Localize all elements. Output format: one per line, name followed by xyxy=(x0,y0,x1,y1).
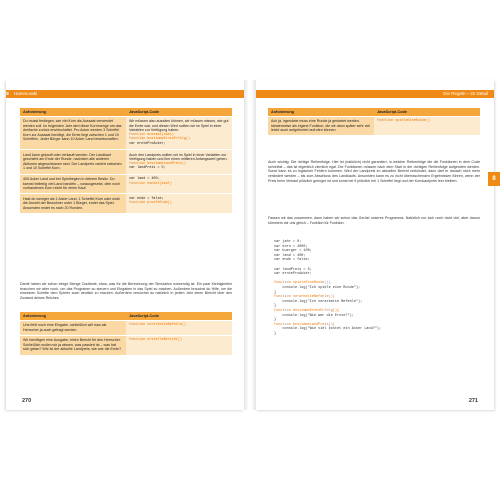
column-header: Anforderung xyxy=(20,108,126,116)
code-cell xyxy=(126,320,232,335)
body-paragraph-1: Auch wichtig: Die richtige Reihenfolge. Hier ist (natürlich) nicht garantiert, in welcher Reihenfolge die die Funktionen in dem Code schreibst – das ist eigentlich ziemlich egal. Die Funktionen müssen nach dem Start in der richtigen Reihenfolge aufgerufen werden. Sonst kann es zu logischen Fehlern kommen. Wird der Landpreis im aktuellen Bericht verkündet, dann darf er danach nicht mehr verändert werden – bis zum Abschluss des Landkaufs. Ansonsten kann es zu nicht überraschenden Ergebnissen führen, wenn der Preis beim Verkauf plötzlich geringer ist und sonst bei 9 plötzlich bei 1 Scheffel liegt und der Kornkaufpreis leer bleiben. xyxy=(268,160,480,183)
code-line: function aussaat(saat) xyxy=(129,132,174,137)
code-description: Auch den Landpreis sollten wir im Spiel in einer Variablen zur Verfügung haben und ihm einen mittleren Anfangswert geben. xyxy=(129,152,228,162)
code-line: function spieleEineRunde() xyxy=(377,119,430,124)
requirement-cell: Uns fehlt noch eine Eingabe, schließlich will man als Herrscher ja auch gefragt werden. xyxy=(20,320,126,335)
code-line: var ernteProAcker; xyxy=(274,272,312,277)
code-line: function spieleEineRunde(){ xyxy=(274,281,331,286)
requirement-cell: Hast du weniger als 1 Acker Land, 1 Scheffel Korn oder sinkt die Anzahl der Bewohner unter 1 Bürger, endet das Spiel. Ansonsten endet es nach 20 Runden. xyxy=(20,194,126,213)
column-header: Anforderung xyxy=(20,312,126,320)
code-line: function bestimmeLandPreis(){ xyxy=(274,322,335,327)
right-header-title: Die Regeln – im Detail xyxy=(443,91,488,96)
code-line: function verarbeiteBefehle() xyxy=(129,323,186,328)
requirement-cell: Ach ja, irgendwie muss eine Runde ja gestartet werden. Idealerweise als eigene Funktion, die wir dann später sehr viel leicht auch aufgefordert aufrufen können. xyxy=(268,116,374,135)
table-row xyxy=(20,194,232,213)
code-line: var ernteProAcker; xyxy=(129,142,166,147)
code-line: var korn = 4000; xyxy=(274,244,308,249)
left-page-number: 270 xyxy=(22,398,32,404)
code-line: var ende = false; xyxy=(129,196,164,201)
left-page xyxy=(6,80,244,410)
code-cell xyxy=(126,194,232,213)
table-row xyxy=(20,116,232,150)
table-row xyxy=(20,320,232,335)
code-description: Wir müssen also aussäen können, wir müssen wissen, wie gut die Ernte war, und diesen Wert sollten wir im Spiel in einer Variablen zur Verfügung haben. xyxy=(129,119,229,133)
requirement-cell: Wir benötigen eine Ausgabe, einen Bericht für den Herrscher. Schließlich wollen wir ja wissen, was passiert ist – was hat sich getan? Wie ist der aktuelle Landpreis, wie war die Ernte? xyxy=(20,335,126,354)
code-line: function pruefeEnde() xyxy=(129,201,172,206)
table-header-row xyxy=(20,312,232,320)
right-page-number: 271 xyxy=(468,398,478,404)
code-line: console.log("Wie war die Ernte?"); xyxy=(274,313,354,318)
left-header-title: Hammurabi xyxy=(14,91,38,96)
code-line: function verarbeiteBefehle(){ xyxy=(274,295,335,300)
code-line: } xyxy=(274,318,277,323)
code-line: } xyxy=(274,290,277,295)
table-row xyxy=(20,335,232,354)
requirements-table-1 xyxy=(20,108,232,213)
code-line: var buerger = 100; xyxy=(274,249,312,254)
code-line: function bestimmeErnteErfolg() xyxy=(129,137,191,142)
right-header-bar xyxy=(256,90,494,98)
code-line: var landPreis = 5; xyxy=(274,267,312,272)
table-row xyxy=(268,116,480,135)
table-row xyxy=(20,174,232,194)
code-line: var landPreis = 5; xyxy=(129,166,166,171)
requirements-table-2 xyxy=(20,312,232,355)
body-paragraph: Damit haben wir schon einige Menge Zustände, etwa, was für die Berechnung der Simulation notwendig ist. Ein paar Kleinigkeiten brauchen wir aber noch, um das Programm zu steuern und Eingaben in das Spiel zu machen. Außerdem brauchst du Hilfe, um die einzelnen Schritte dem Spieler auch deutlich zu machen. Außerdem versuchst du natürlich in jedem Jahr einen Bericht über den Zustand deines Reiches. xyxy=(20,282,232,301)
column-header: JavaScript-Code xyxy=(126,312,232,320)
requirement-cell: 400 Acker Land und bei Spielbeginn in deinem Besitz. Du kannst beliebig viel Land handeln – vorausgesetzt, dein noch vorhandenes Korn reicht für einen Kauf. xyxy=(20,174,126,194)
left-header-bar xyxy=(6,90,244,98)
right-page xyxy=(256,80,494,410)
column-header: JavaScript-Code xyxy=(126,108,232,116)
code-line: var jahr = 0; xyxy=(274,240,302,244)
code-line: var land = 400; xyxy=(274,253,306,258)
code-line: console.log("Ich verarbeite Befehle"); xyxy=(274,299,363,304)
code-line: var land = 400; xyxy=(129,177,160,182)
code-listing xyxy=(274,240,474,336)
requirement-cell: Du musst festlegen, wie viel Korn als Aussaat verwendet werden soll. Im folgenden Jahr wird diese Kornmenge um das dreifache zurück erwirtschaftet. Pro Acker werden 3 Scheffel Korn zur Aussaat benötigt, die Ernte liegt zwischen 1 und 10 Scheffeln. Jeder Bürger kann 10 Acker Land bewirtschaften. xyxy=(20,116,126,150)
code-line: console.log("Ich spiele eine Runde"); xyxy=(274,285,361,290)
code-cell xyxy=(126,116,232,150)
book-spread xyxy=(0,80,500,410)
code-cell xyxy=(126,335,232,354)
table-header-row xyxy=(20,108,232,116)
code-cell xyxy=(126,174,232,194)
chapter-side-tab: 8 xyxy=(488,172,500,186)
table-row xyxy=(20,150,232,174)
body-paragraph-2: Fassen wir das zusammen, dann haben wir schon das Gerüst unseres Programms. Natürlich nur sich noch nicht viel, aber darum kümmern wir uns gleich – Funktion für Funktion. xyxy=(268,216,480,225)
requirements-table-3 xyxy=(268,108,480,135)
code-cell xyxy=(126,150,232,174)
code-line: function erstelleBericht() xyxy=(129,338,182,343)
code-line: } xyxy=(274,331,277,336)
left-chapter-number: 8 xyxy=(6,91,9,96)
book-gutter xyxy=(244,80,256,410)
requirement-cell: Land kann gekauft oder verkauft werden. Der Landkauf geschieht am Ende der Runde, nachdem alle anderen Aktionen abgeschlossen sind. Der Landpreis variiert zwischen 1 und 10 Scheffel Korn. xyxy=(20,150,126,174)
code-line: var ende = false; xyxy=(274,258,310,263)
table-header-row xyxy=(268,108,480,116)
code-line: console.log("Wie viel kostet ein Acker Land?"); xyxy=(274,327,382,332)
code-line: function bestimmeErnteErfolg(){ xyxy=(274,308,340,313)
column-header: JavaScript-Code xyxy=(374,108,480,116)
code-line: } xyxy=(274,304,277,309)
column-header: Anforderung xyxy=(268,108,374,116)
code-cell xyxy=(374,116,480,135)
code-line: function handel(kauf) xyxy=(129,181,172,186)
code-line: function bestimmeLandPreis() xyxy=(129,161,186,166)
